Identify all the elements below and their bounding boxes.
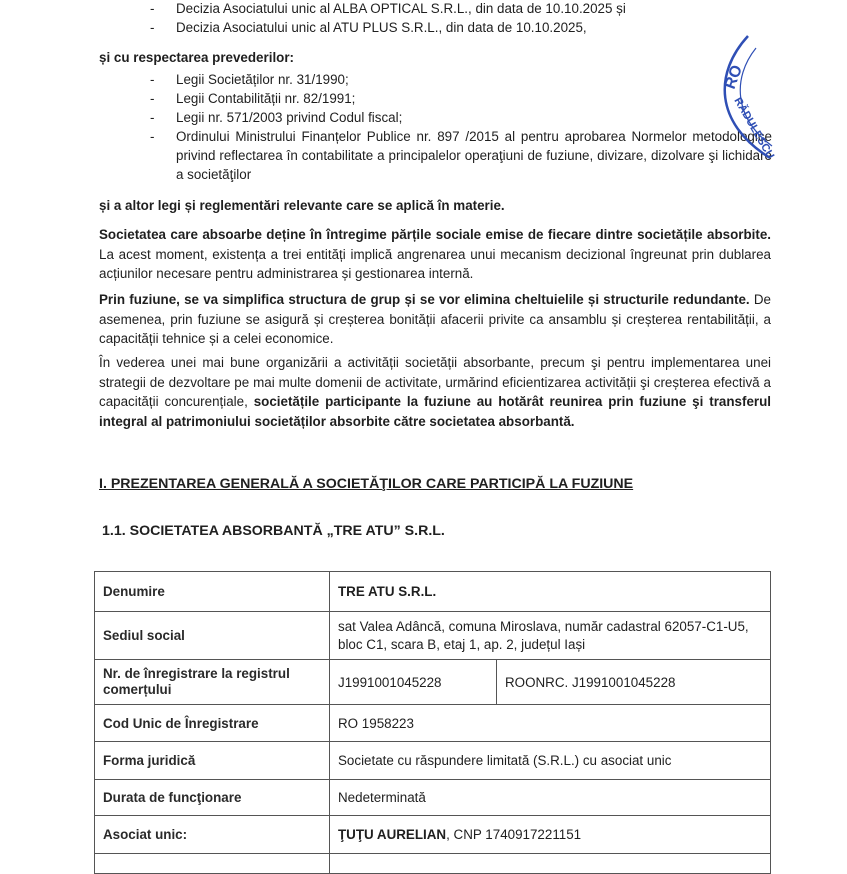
row-value [330, 854, 771, 874]
row-label: Cod Unic de Înregistrare [95, 705, 330, 742]
table-row [95, 705, 771, 742]
table-row [95, 854, 771, 874]
provision-text: Legii Contabilității nr. 82/1991; [176, 91, 356, 106]
row-value: J1991001045228 [330, 660, 497, 705]
paragraph-merger-simplification [99, 290, 771, 349]
para1-bold: Societatea care absoarbe deține în întregime părțile sociale emise de fiecare dintre societățile absorbite. [99, 227, 771, 242]
stamp-icon [720, 28, 810, 168]
row-label: Durata de funcţionare [95, 780, 330, 816]
para3-bold: societățile participante la fuziune au hotărât reunirea prin fuziune şi transferul integral al patrimoniului societăților absorbite către [99, 394, 772, 429]
provision-text: Legii nr. 571/2003 privind Codul fiscal; [176, 110, 403, 125]
table-row [95, 742, 771, 780]
paragraph-absorbing-company [99, 225, 771, 284]
stamp-text-top: RO [721, 63, 746, 92]
provision-item: - Legii Societăților nr. 31/1990; [150, 72, 349, 87]
row-label: Sediul social [95, 612, 330, 660]
provision-text: Ordinului Ministrului Finanțelor Publice nr. 897 /2015 al pentru aprobarea Normelor metodologice privind reflectarea în contabilitate a principalelor operaţiuni de fuziune, divizare, dizolvare şi lichidare a societăţilor [176, 129, 772, 182]
associate-cnp: , CNP 1740917221151 [446, 827, 582, 842]
paragraph-merger-decision [99, 353, 771, 431]
para2-bold: Prin fuziune, se va simplifica structura de grup și se vor elimina cheltuielile și structurile redundante. [99, 292, 750, 307]
decision-item: - Decizia Asociatului unic al ALBA OPTICAL S.R.L., din data de 10.10.2025 și [150, 1, 626, 16]
decision-text: Decizia Asociatului unic al ATU PLUS S.R.L., din data de 10.10.2025, [176, 20, 587, 35]
para2-text: De asemenea, prin fuziune se asigură și creșterea bonității afacerii privite ca ansamblu și creșterea rentabilității, a capacității tehnice și a celei economice. [99, 292, 771, 346]
table-row [95, 780, 771, 816]
row-value: Nedeterminată [330, 780, 771, 816]
company-info-table [94, 571, 771, 874]
row-value [330, 816, 771, 854]
row-value: sat Valea Adâncă, comuna Miroslava, număr cadastral 62057-C1-U5, bloc C1, scara B, etaj 1, ap. 2, județul Iași [330, 612, 771, 660]
provisions-list [150, 70, 772, 184]
row-value-secondary: ROONRC. J1991001045228 [497, 660, 771, 705]
row-value: Societate cu răspundere limitată (S.R.L.) cu asociat unic [330, 742, 771, 780]
row-label: Nr. de înregistrare la registrul comerțului [95, 660, 330, 705]
row-label: Denumire [95, 572, 330, 612]
decision-item: - Decizia Asociatului unic al ATU PLUS S.R.L., din data de 10.10.2025, [150, 20, 587, 35]
row-label [95, 854, 330, 874]
provision-item: - Legii Contabilității nr. 82/1991; [150, 91, 356, 106]
row-label: Asociat unic: [95, 816, 330, 854]
other-laws: și a altor legi și reglementări relevante care se aplică în materie. [99, 198, 505, 213]
section-heading: I. PREZENTAREA GENERALĂ A SOCIETĂŢILOR CARE PARTICIPĂ LA FUZIUNE [99, 476, 634, 492]
provision-item: - Ordinului Ministrului Finanțelor Publice nr. 897 /2015 al pentru aprobarea Normelor metodologice privind reflectarea în contabilitate a principalelor operaţiuni de fuziune, divizare, dizolvare şi lichidare a societăţilor [150, 129, 772, 182]
subsection-heading: 1.1. SOCIETATEA ABSORBANTĂ „TRE ATU” S.R.L. [102, 523, 445, 539]
decisions-list [150, 0, 626, 37]
provisions-intro: și cu respectarea prevederilor: [99, 50, 295, 65]
table-row [95, 816, 771, 854]
provision-item: - Legii nr. 571/2003 privind Codul fiscal; [150, 110, 403, 125]
row-label: Forma juridică [95, 742, 330, 780]
table-row [95, 572, 771, 612]
stamp-text-bottom: RĂDULESCU [731, 95, 777, 162]
para3-tail: societatea absorbantă. [425, 413, 575, 429]
provision-text: Legii Societăților nr. 31/1990; [176, 72, 349, 87]
para3-text: În vederea unei mai bune organizării a activității societății absorbante, precum şi pentru implementarea unei strategii de dezvoltare pe mai multe domenii de activitate, urmărind eficientizarea activității şi creșterea efectivă a capacității concurențiale, [99, 355, 771, 409]
para1-text: La acest moment, existența a trei entități implică angrenarea unui mecanism decizional îngreunat prin dublarea acțiunilor necesare pentru administrarea și gestionarea internă. [99, 246, 771, 281]
row-value: TRE ATU S.R.L. [330, 572, 771, 612]
table-row [95, 612, 771, 660]
table-row [95, 660, 771, 705]
decision-text: Decizia Asociatului unic al ALBA OPTICAL S.R.L., din data de 10.10.2025 și [176, 1, 626, 16]
row-value: RO 1958223 [330, 705, 771, 742]
associate-name: ŢUŢU AURELIAN [338, 827, 447, 842]
